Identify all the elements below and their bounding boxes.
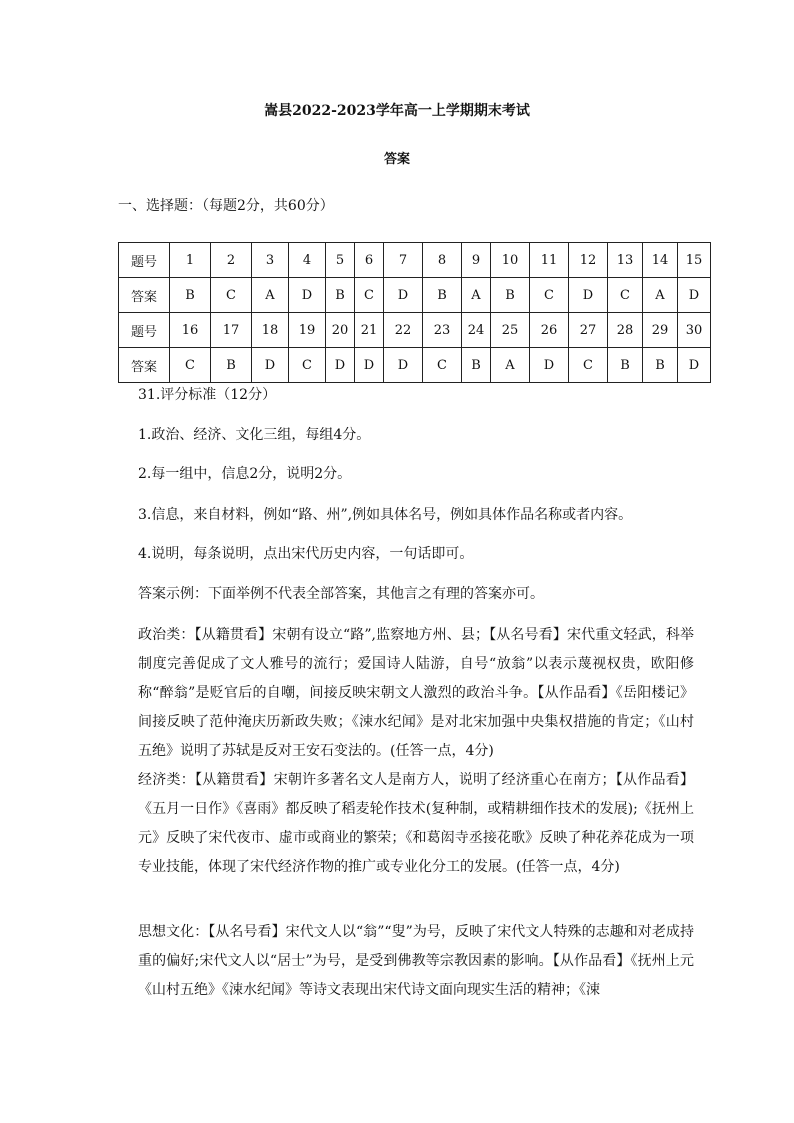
answer-cell: B (326, 278, 355, 313)
answer-cell: D (678, 348, 711, 383)
answer-cell: D (384, 348, 423, 383)
question-number-cell: 18 (252, 313, 289, 348)
question-number-cell: 7 (384, 243, 423, 278)
question-number-cell: 28 (608, 313, 643, 348)
question-number-cell: 13 (608, 243, 643, 278)
page-subtitle: 答案 (383, 152, 410, 167)
question-number-cell: 8 (423, 243, 462, 278)
answer-cell: C (211, 278, 252, 313)
question-number-cell: 16 (170, 313, 211, 348)
answer-cell: B (643, 348, 678, 383)
question-number-cell: 10 (491, 243, 530, 278)
question-number-cell: 4 (289, 243, 326, 278)
answer-cell: A (462, 278, 491, 313)
row-label-answer: 答案 (119, 348, 170, 383)
question-number-cell: 21 (355, 313, 384, 348)
question-number-cell: 14 (643, 243, 678, 278)
section-heading-choice: 一、选择题：（每题2分，共60分） (118, 198, 334, 214)
question-number-cell: 15 (678, 243, 711, 278)
question-number-row (119, 243, 711, 278)
answer-row (119, 278, 711, 313)
question-number-cell: 2 (211, 243, 252, 278)
question-number-cell: 5 (326, 243, 355, 278)
question-number-cell: 1 (170, 243, 211, 278)
answer-cell: B (462, 348, 491, 383)
question-number-cell: 22 (384, 313, 423, 348)
answer-cell: D (530, 348, 569, 383)
answer-cell: C (608, 278, 643, 313)
answer-cell: C (289, 348, 326, 383)
answer-row (119, 348, 711, 383)
politics-paragraph: 政治类：【从籍贯看】宋朝有设立“路”,监察地方州、县；【从名号看】宋代重文轻武，科举制度完善促成了文人雅号的流行；爱国诗人陆游，自号“放翁”以表示蔑视权贵，欧阳修称“醉翁”是贬官后的自嘲，间接反映宋朝文人激烈的政治斗争。【从作品看】《岳阳楼记》间接反映了范仲淹庆历新政失败；《涑水纪闻》是对北宋加强中央集权措施的肯定；《山村五绝》说明了苏轼是反对王安石变法的。(任答一点，4分) (138, 627, 694, 759)
answer-cell: C (170, 348, 211, 383)
answer-cell: D (678, 278, 711, 313)
page-title: 嵩县2022-2023学年高一上学期期末考试 (264, 103, 530, 119)
answer-cell: B (491, 278, 530, 313)
criterion-3: 3.信息，来自材料，例如“路、州”,例如具体名号，例如具体作品名称或者内容。 (138, 507, 633, 523)
question-number-cell: 9 (462, 243, 491, 278)
answer-cell: A (491, 348, 530, 383)
question-number-cell: 27 (569, 313, 608, 348)
answer-cell: B (170, 278, 211, 313)
question-number-cell: 3 (252, 243, 289, 278)
row-label-answer: 答案 (119, 278, 170, 313)
question-number-cell: 24 (462, 313, 491, 348)
answer-cell: A (252, 278, 289, 313)
question-number-cell: 11 (530, 243, 569, 278)
question-number-cell: 29 (643, 313, 678, 348)
question-number-cell: 17 (211, 313, 252, 348)
q31-header: 31.评分标准（12分） (138, 387, 277, 403)
answer-cell: D (569, 278, 608, 313)
question-number-cell: 12 (569, 243, 608, 278)
criterion-2: 2.每一组中，信息2分，说明2分。 (138, 466, 352, 482)
row-label-question: 题号 (119, 313, 170, 348)
question-number-cell: 19 (289, 313, 326, 348)
question-number-cell: 6 (355, 243, 384, 278)
question-number-cell: 25 (491, 313, 530, 348)
answer-cell: C (423, 348, 462, 383)
answer-cell: C (569, 348, 608, 383)
economy-paragraph: 经济类：【从籍贯看】宋朝许多著名文人是南方人，说明了经济重心在南方；【从作品看】《五月一日作》《喜雨》都反映了稻麦轮作技术(复种制，或精耕细作技术的发展);《抚州上元》反映了宋代夜市、虚市或商业的繁荣；《和葛闳寺丞接花歌》反映了种花养花成为一项专业技能，体现了宋代经济作物的推广或专业化分工的发展。(任答一点，4分) (138, 772, 694, 875)
question-number-cell: 26 (530, 313, 569, 348)
answer-cell: D (289, 278, 326, 313)
answer-cell: C (530, 278, 569, 313)
answer-cell: D (384, 278, 423, 313)
answer-cell: B (211, 348, 252, 383)
answer-table (118, 242, 711, 383)
answer-cell: C (355, 278, 384, 313)
criterion-4: 4.说明，每条说明，点出宋代历史内容，一句话即可。 (138, 546, 474, 562)
answer-cell: D (326, 348, 355, 383)
question-number-cell: 20 (326, 313, 355, 348)
row-label-question: 题号 (119, 243, 170, 278)
question-number-cell: 23 (423, 313, 462, 348)
question-number-cell: 30 (678, 313, 711, 348)
answer-cell: A (643, 278, 678, 313)
answer-cell: D (355, 348, 384, 383)
answer-cell: B (423, 278, 462, 313)
answer-cell: B (608, 348, 643, 383)
culture-paragraph: 思想文化：【从名号看】宋代文人以“翁”“叟”为号，反映了宋代文人特殊的志趣和对老成持重的偏好;宋代文人以“居士”为号，是受到佛教等宗教因素的影响。【从作品看】《抚州上元《山村五绝》《涑水纪闻》等诗文表现出宋代诗文面向现实生活的精神；《涑 (138, 924, 694, 998)
answer-cell: D (252, 348, 289, 383)
example-intro: 答案示例：下面举例不代表全部答案，其他言之有理的答案亦可。 (138, 586, 544, 602)
criterion-1: 1.政治、经济、文化三组，每组4分。 (138, 427, 371, 443)
question-number-row (119, 313, 711, 348)
